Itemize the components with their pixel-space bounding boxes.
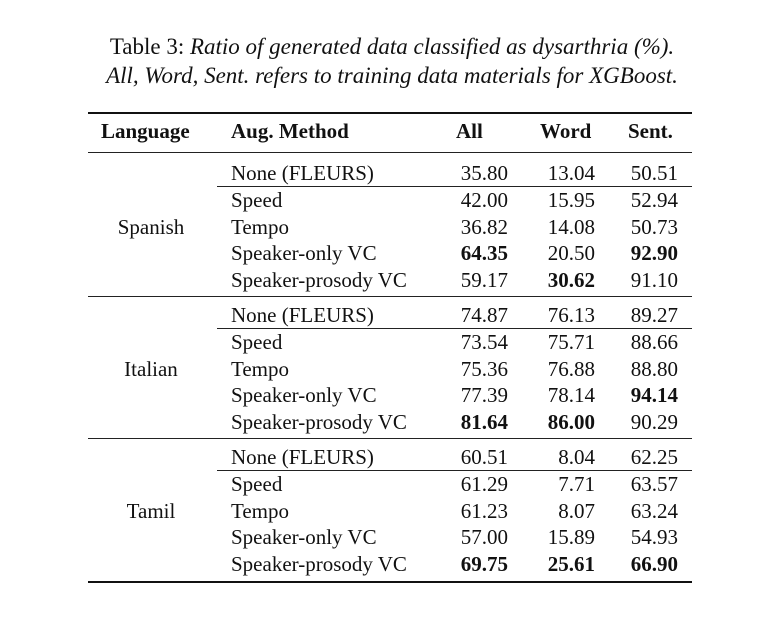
sent-value-cell: 50.51: [630, 161, 678, 185]
all-value-cell: 61.23: [460, 498, 508, 523]
all-value-cell: 61.29: [460, 471, 508, 496]
method-cell: Speed: [231, 471, 283, 496]
caption-line-2: All, Word, Sent. refers to training data materials for XGBoost.: [106, 63, 678, 88]
table-caption: [0, 32, 784, 90]
sent-value-cell: 50.73: [630, 214, 678, 239]
method-cell: Speaker-only VC: [231, 525, 377, 550]
word-value-cell: 86.00: [547, 410, 595, 435]
method-cell: Speaker-prosody VC: [231, 410, 407, 435]
header-language: Language: [101, 119, 190, 143]
method-cell: None (FLEURS): [231, 303, 374, 327]
method-cell: Tempo: [231, 356, 290, 381]
all-value-cell: 59.17: [460, 268, 508, 293]
all-value-cell: 57.00: [460, 525, 508, 550]
word-value-cell: 15.89: [547, 525, 595, 550]
method-cell: Speed: [231, 329, 283, 354]
sent-value-cell: 91.10: [630, 268, 678, 293]
sent-value-cell: 94.14: [630, 383, 678, 408]
language-cell: Spanish: [117, 214, 185, 239]
group-separator: [88, 296, 692, 297]
all-value-cell: 77.39: [460, 383, 508, 408]
word-value-cell: 13.04: [547, 161, 595, 185]
table-bottom-rule: [88, 581, 692, 583]
all-value-cell: 64.35: [460, 241, 508, 266]
word-value-cell: 8.07: [558, 498, 595, 523]
header-sent: Sent.: [628, 119, 673, 143]
sent-value-cell: 63.24: [630, 498, 678, 523]
word-value-cell: 30.62: [547, 268, 595, 293]
header-aug-method: Aug. Method: [231, 119, 349, 143]
word-value-cell: 76.88: [547, 356, 595, 381]
word-value-cell: 14.08: [547, 214, 595, 239]
word-value-cell: 76.13: [547, 303, 595, 327]
all-value-cell: 36.82: [460, 214, 508, 239]
sent-value-cell: 92.90: [630, 241, 678, 266]
method-cell: Tempo: [231, 498, 290, 523]
sent-value-cell: 62.25: [630, 445, 678, 469]
method-cell: Speaker-prosody VC: [231, 552, 407, 577]
all-value-cell: 81.64: [460, 410, 508, 435]
all-value-cell: 35.80: [460, 161, 508, 185]
sent-value-cell: 88.66: [630, 329, 678, 354]
table-top-rule: [88, 112, 692, 114]
language-cell: Italian: [124, 356, 178, 381]
method-cell: Speaker-only VC: [231, 241, 377, 266]
all-value-cell: 75.36: [460, 356, 508, 381]
method-cell: Speaker-only VC: [231, 383, 377, 408]
word-value-cell: 25.61: [547, 552, 595, 577]
method-cell: Speed: [231, 187, 283, 212]
word-value-cell: 20.50: [547, 241, 595, 266]
sent-value-cell: 52.94: [630, 187, 678, 212]
all-value-cell: 69.75: [460, 552, 508, 577]
language-cell: Tamil: [126, 498, 176, 523]
all-value-cell: 73.54: [460, 329, 508, 354]
word-value-cell: 7.71: [558, 471, 595, 496]
sent-value-cell: 90.29: [630, 410, 678, 435]
caption-label: Table 3:: [109, 34, 185, 59]
method-cell: None (FLEURS): [231, 161, 374, 185]
all-value-cell: 42.00: [460, 187, 508, 212]
word-value-cell: 78.14: [547, 383, 595, 408]
caption-text-1: Ratio of generated data classified as dysarthria (%).: [189, 34, 675, 59]
sent-value-cell: 66.90: [630, 552, 678, 577]
all-value-cell: 60.51: [460, 445, 508, 469]
sent-value-cell: 54.93: [630, 525, 678, 550]
method-cell: Speaker-prosody VC: [231, 268, 407, 293]
all-value-cell: 74.87: [460, 303, 508, 327]
sent-value-cell: 63.57: [630, 471, 678, 496]
caption-line-1: [0, 32, 784, 61]
header-all: All: [456, 119, 483, 143]
word-value-cell: 75.71: [547, 329, 595, 354]
word-value-cell: 15.95: [547, 187, 595, 212]
header-rule: [88, 152, 692, 153]
group-separator: [88, 438, 692, 439]
word-value-cell: 8.04: [558, 445, 595, 469]
method-cell: None (FLEURS): [231, 445, 374, 469]
header-word: Word: [540, 119, 592, 143]
sent-value-cell: 88.80: [630, 356, 678, 381]
sent-value-cell: 89.27: [630, 303, 678, 327]
method-cell: Tempo: [231, 214, 290, 239]
